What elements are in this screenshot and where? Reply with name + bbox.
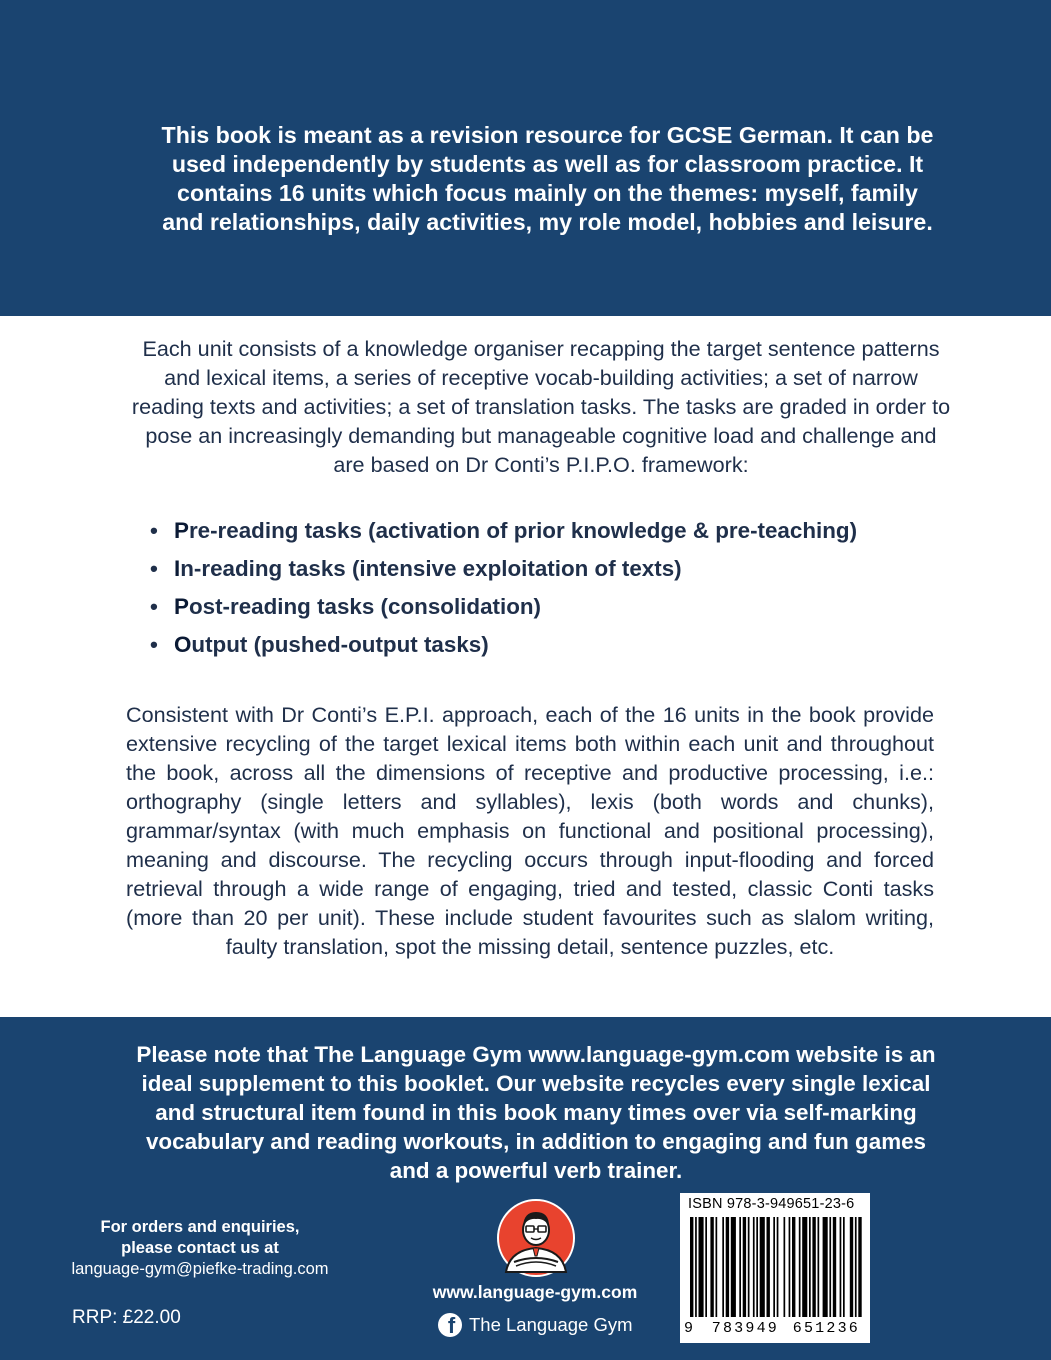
website-link[interactable]: www.language-gym.com	[432, 1282, 638, 1302]
epi-paragraph: Consistent with Dr Conti’s E.P.I. approach, each of the 16 units in the book provide extensive recycling of the target lexical items both within each unit and throughout the book, across all the dimensions of receptive and productive processing, i.e.: orthography (single letters and syllables), lexis (both words and chunks), grammar/syntax (with much emphasis on functional and positional processing), meaning and discourse. The recycling occurs through input-flooding and forced retrieval through a wide range of engaging, tried and tested, classic Conti tasks (more than 20 per unit). These include student favourites such as slalom writing, faulty translation, spot the missing detail, sentence puzzles, etc.	[126, 702, 934, 959]
barcode-digits	[684, 1320, 866, 1337]
barcode-digit-first: 9	[684, 1320, 694, 1337]
facebook-label: The Language Gym	[469, 1314, 633, 1335]
list-item	[150, 592, 857, 630]
bullet-icon: •	[150, 556, 158, 581]
barcode-digits-right: 651236	[792, 1320, 860, 1337]
bullet-icon: •	[150, 632, 158, 657]
contact-line: For orders and enquiries,	[100, 1218, 300, 1236]
list-item-text: utput (pushed-output tasks)	[191, 632, 489, 657]
facebook-icon: f	[438, 1313, 462, 1337]
list-item	[150, 554, 857, 592]
list-item-text: n-reading tasks (intensive exploitation of texts)	[180, 556, 682, 581]
initial-letter: O	[174, 632, 192, 657]
price-label: RRP: £22.00	[72, 1307, 181, 1328]
bullet-icon: •	[150, 594, 158, 619]
list-item-text: re-reading tasks (activation of prior knowledge & pre-teaching)	[188, 518, 858, 543]
initial-letter: P	[174, 594, 189, 619]
barcode-bars	[686, 1217, 864, 1321]
pipo-framework-list	[150, 516, 857, 668]
contact-line: please contact us at	[121, 1239, 279, 1257]
isbn-number: ISBN 978-3-949651-23-6	[688, 1196, 855, 1212]
bullet-icon: •	[150, 518, 158, 543]
facebook-link[interactable]	[438, 1313, 633, 1337]
initial-letter: I	[174, 556, 181, 581]
barcode-digits-left: 783949	[711, 1320, 779, 1337]
isbn-barcode	[680, 1193, 870, 1343]
list-item	[150, 516, 857, 554]
language-gym-mascot-logo	[496, 1198, 576, 1278]
website-note: Please note that The Language Gym www.language-gym.com website is an ideal supplement to this booklet. Our website recycles every single lexical and structural item found in this book many times over via self-marking vocabulary and reading workouts, in addition to engaging and fun games and a powerful verb trainer.	[136, 1042, 936, 1183]
initial-letter: P	[174, 518, 189, 543]
contact-block	[50, 1217, 350, 1280]
list-item-text: ost-reading tasks (consolidation)	[188, 594, 542, 619]
list-item	[150, 630, 857, 668]
top-summary-text: This book is meant as a revision resource for GCSE German. It can be used independently by students as well as for classroom practice. It contains 16 units which focus mainly on the themes: myself, family and relationships, daily activities, my role model, hobbies and leisure.	[161, 122, 934, 235]
intro-paragraph: Each unit consists of a knowledge organiser recapping the target sentence patterns and lexical items, a series of receptive vocab-building activities; a set of narrow reading texts and activities; a set of translation tasks. The tasks are graded in order to pose an increasingly demanding but manageable cognitive load and challenge and are based on Dr Conti’s P.I.P.O. framework:	[131, 336, 951, 477]
contact-email[interactable]: language-gym@piefke-trading.com	[71, 1260, 329, 1278]
